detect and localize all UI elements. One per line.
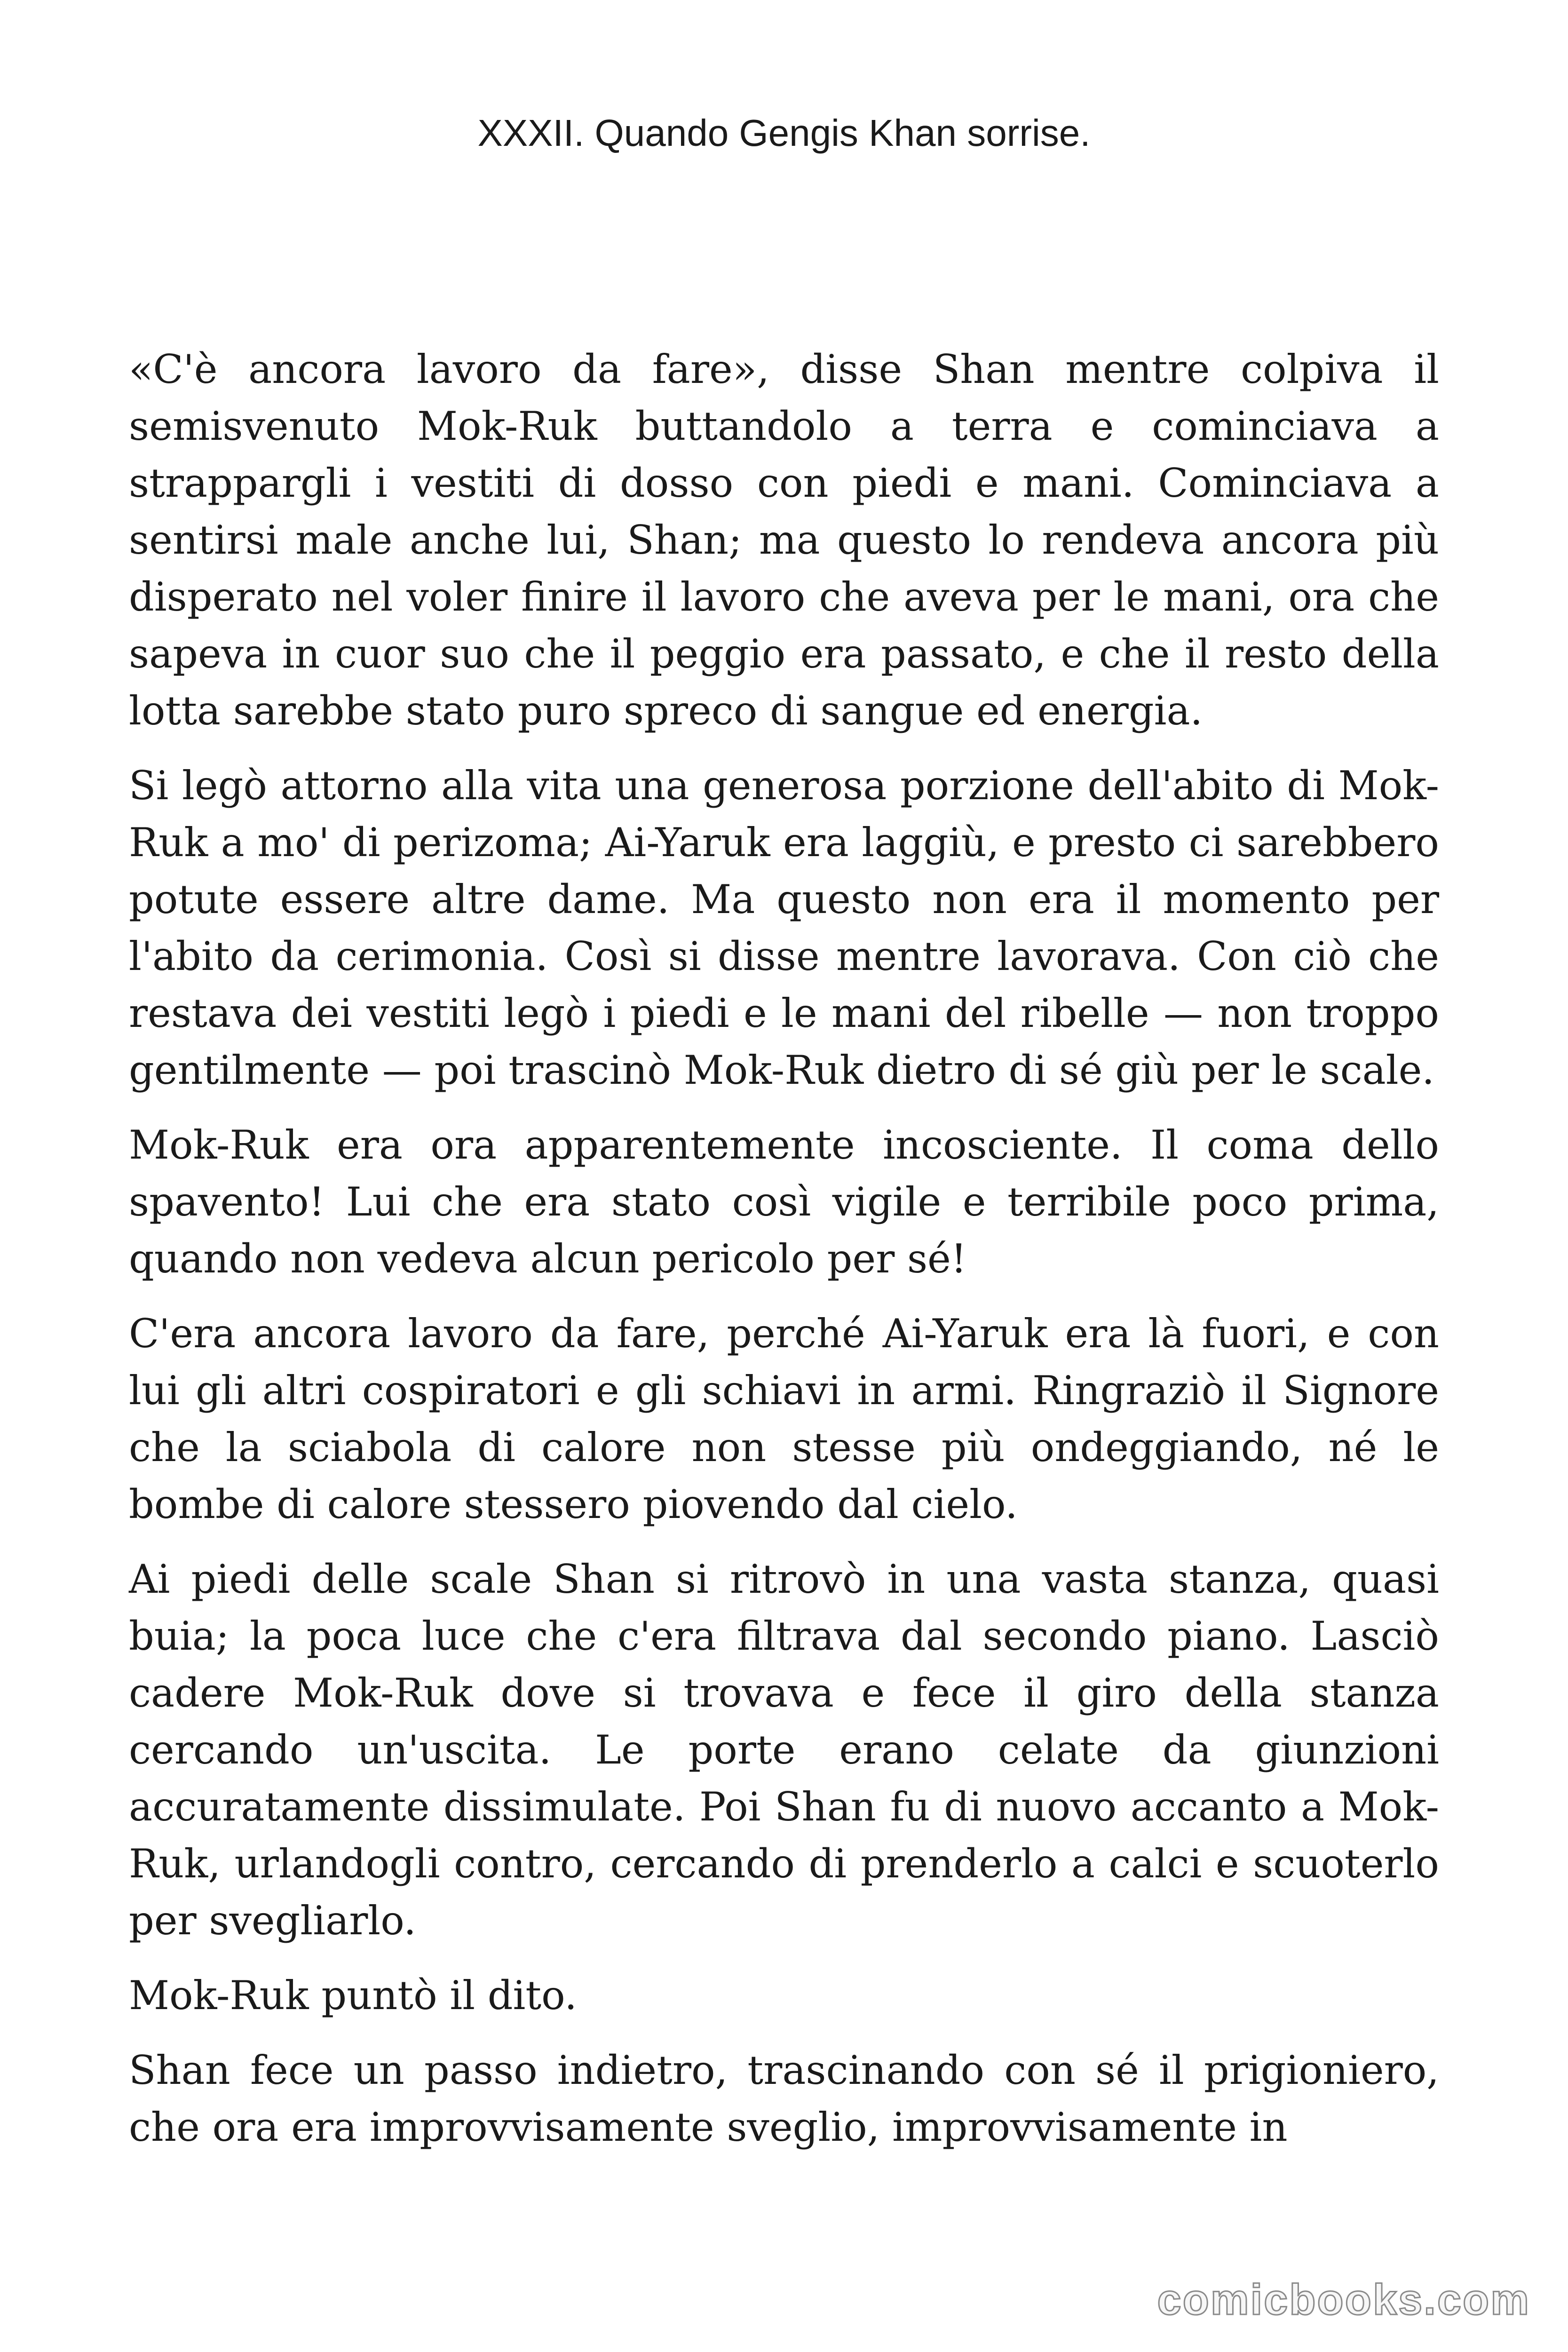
paragraph: Si legò attorno alla vita una generosa porzione dell'abito di Mok-Ruk a mo' di perizoma; Ai-Yaruk era laggiù, e presto ci sarebbero potute essere altre dame. Ma questo non era il momento per l'abito da cerimonia. Così si disse mentre lavorava. Con ciò che restava dei vestiti legò i piedi e le mani del ribelle — non troppo gentilmente — poi trascinò Mok-Ruk dietro di sé giù per le scale. (129, 763, 1439, 1093)
paragraph: «C'è ancora lavoro da fare», disse Shan mentre colpiva il semisvenuto Mok-Ruk buttandolo a terra e cominciava a strappargli i vestiti di dosso con piedi e mani. Cominciava a sentirsi male anche lui, Shan; ma questo lo rendeva ancora più disperato nel voler finire il lavoro che aveva per le mani, ora che sapeva in cuor suo che il peggio era passato, e che il resto della lotta sarebbe stato puro spreco di sangue ed energia. (129, 346, 1439, 734)
paragraph: Mok-Ruk era ora apparentemente incosciente. Il coma dello spavento! Lui che era stato così vigile e terribile poco prima, quando non vedeva alcun pericolo per sé! (129, 1122, 1439, 1282)
paragraph: Shan fece un passo indietro, trascinando con sé il prigioniero, che ora era improvvisamente sveglio, improvvisamente in (129, 2047, 1439, 2150)
paragraph: C'era ancora lavoro da fare, perché Ai-Yaruk era là fuori, e con lui gli altri cospiratori e gli schiavi in armi. Ringraziò il Signore che la sciabola di calore non stesse più ondeggiando, né le bombe di calore stessero piovendo dal cielo. (129, 1311, 1439, 1527)
body-text (129, 341, 1439, 2174)
paragraph: Ai piedi delle scale Shan si ritrovò in una vasta stanza, quasi buia; la poca luce che c'era filtrava dal secondo piano. Lasciò cadere Mok-Ruk dove si trovava e fece il giro della stanza cercando un'uscita. Le porte erano celate da giunzioni accuratamente dissimulate. Poi Shan fu di nuovo accanto a Mok-Ruk, urlandogli contro, cercando di prenderlo a calci e scuoterlo per svegliarlo. (129, 1556, 1439, 1944)
paragraph: Mok-Ruk puntò il dito. (129, 1972, 577, 2018)
chapter-title: XXXII. Quando Gengis Khan sorrise. (477, 112, 1091, 154)
watermark: comicbooks.com (1157, 2276, 1530, 2324)
